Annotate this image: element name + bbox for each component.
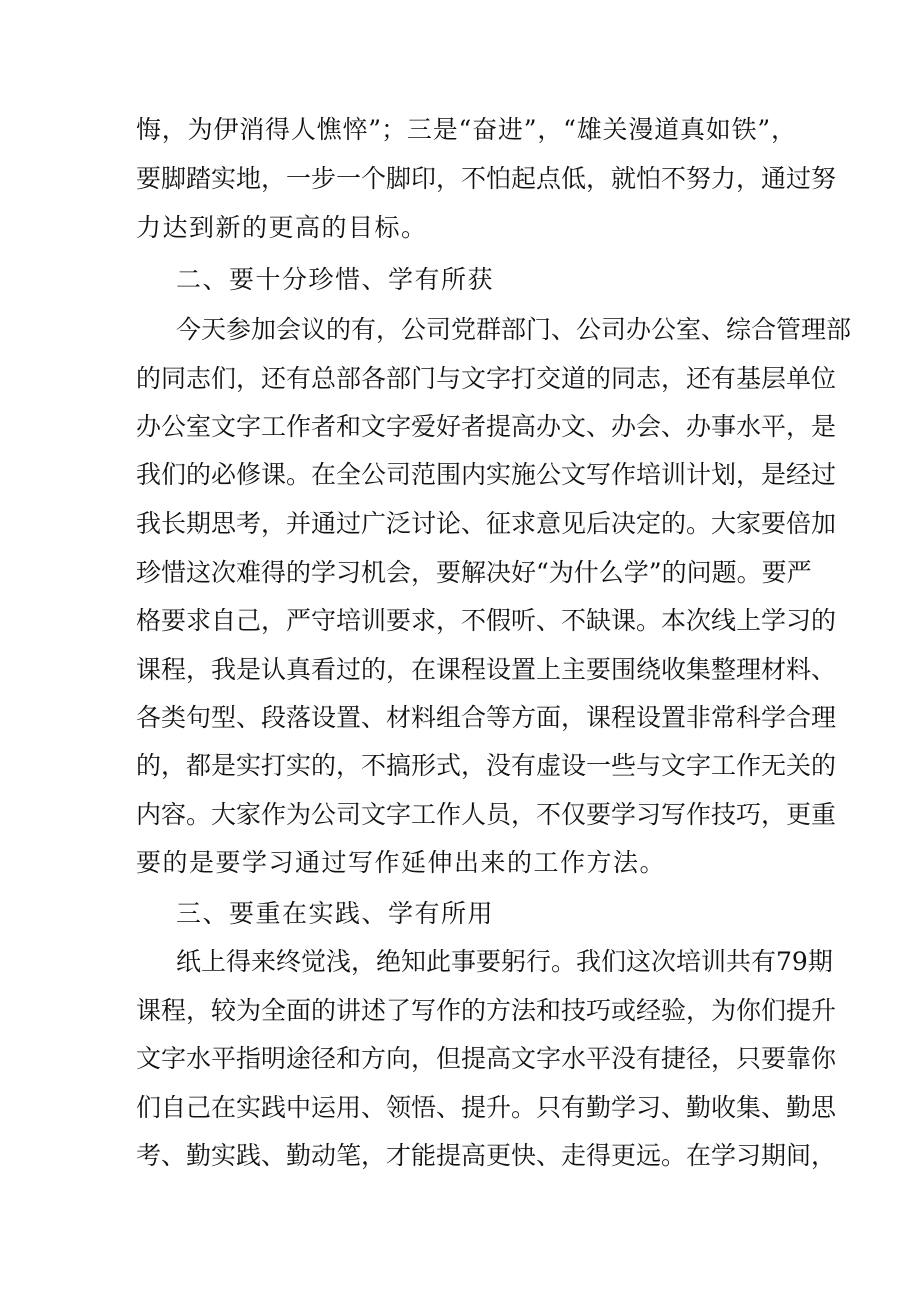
paragraph-line: 的同志们，还有总部各部门与文字打交道的同志，还有基层单位 bbox=[136, 364, 837, 393]
paragraph-line: 各类句型、段落设置、材料组合等方面，课程设置非常科学合理 bbox=[136, 703, 837, 732]
section-heading-2: 二、要十分珍惜、学有所获 bbox=[176, 265, 495, 294]
paragraph-line: 办公室文字工作者和文字爱好者提高办文、办会、办事水平，是 bbox=[136, 412, 837, 441]
paragraph-line: 珍惜这次难得的学习机会，要解决好“为什么学”的问题。要严 bbox=[136, 558, 812, 587]
paragraph-line: 的，都是实打实的，不搞形式，没有虚设一些与文字工作无关的 bbox=[136, 751, 837, 780]
paragraph-line: 要的是要学习通过写作延伸出来的工作方法。 bbox=[136, 848, 667, 877]
paragraph-line: 要脚踏实地，一步一个脚印，不怕起点低，就怕不努力，通过努 bbox=[136, 164, 837, 193]
paragraph-line: 课程，我是认真看过的，在课程设置上主要围绕收集整理材料、 bbox=[136, 655, 837, 684]
paragraph-line: 我们的必修课。在全公司范围内实施公文写作培训计划，是经过 bbox=[136, 460, 837, 489]
paragraph-line: 纸上得来终觉浅，绝知此事要躬行。我们这次培训共有79期 bbox=[176, 947, 833, 976]
section-heading-3: 三、要重在实践、学有所用 bbox=[176, 899, 495, 928]
paragraph-line: 们自己在实践中运用、领悟、提升。只有勤学习、勤收集、勤思 bbox=[136, 1093, 837, 1122]
paragraph-line: 内容。大家作为公司文字工作人员，不仅要学习写作技巧，更重 bbox=[136, 800, 837, 829]
paragraph-line: 力达到新的更高的目标。 bbox=[136, 213, 428, 242]
paragraph-line: 我长期思考，并通过广泛讨论、征求意见后决定的。大家要倍加 bbox=[136, 509, 837, 538]
paragraph-line: 悔，为伊消得人憔悴”；三是“奋进”，“雄关漫道真如铁”， bbox=[136, 115, 796, 144]
paragraph-line: 考、勤实践、勤动笔，才能提高更快、走得更远。在学习期间， bbox=[136, 1141, 837, 1170]
paragraph-line: 课程，较为全面的讲述了写作的方法和技巧或经验，为你们提升 bbox=[136, 996, 837, 1025]
paragraph-line: 今天参加会议的有，公司党群部门、公司办公室、综合管理部 bbox=[176, 315, 852, 344]
paragraph-line: 文字水平指明途径和方向，但提高文字水平没有捷径，只要靠你 bbox=[136, 1044, 837, 1073]
paragraph-line: 格要求自己，严守培训要求，不假听、不缺课。本次线上学习的 bbox=[136, 606, 837, 635]
